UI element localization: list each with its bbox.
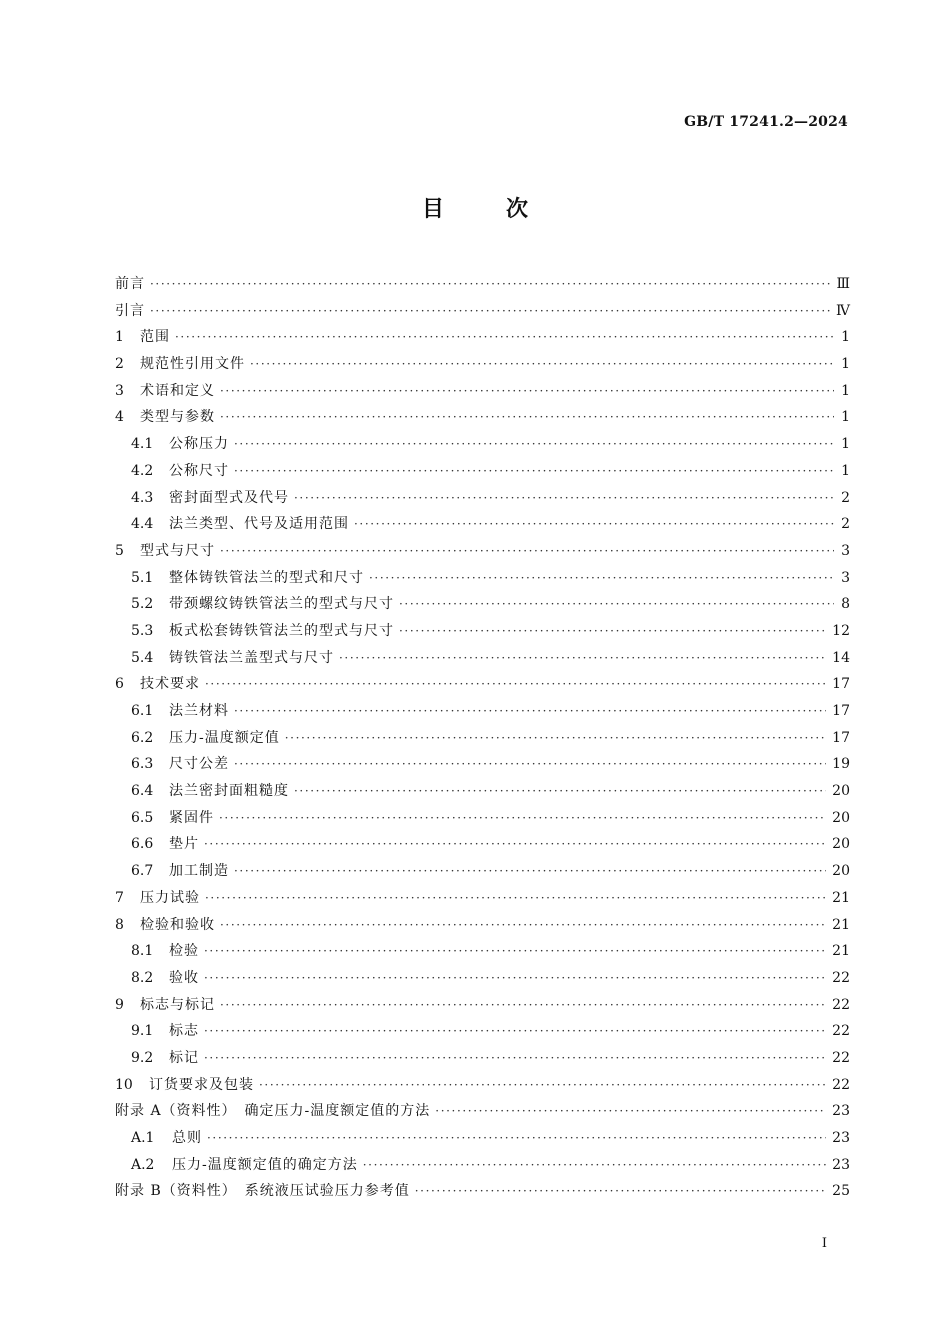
toc-entry-number: 5.3	[131, 622, 154, 639]
toc-entry-page: 17	[832, 703, 850, 719]
toc-entry-label: 板式松套铸铁管法兰的型式与尺寸	[169, 622, 394, 639]
toc-entry-label: 附录 B（资料性） 系统液压试验压力参考值	[115, 1183, 410, 1200]
toc-entry-page: 1	[841, 356, 850, 373]
toc-entry[interactable]	[115, 431, 850, 458]
toc-entry-label: 检验和验收	[140, 916, 215, 933]
dot-leader	[250, 351, 834, 378]
toc-entry[interactable]	[115, 324, 850, 351]
toc-entry-label: 范围	[140, 329, 170, 346]
dot-leader	[369, 565, 834, 592]
toc-entry[interactable]	[115, 1178, 850, 1205]
toc-entry-label: 型式与尺寸	[140, 542, 215, 559]
toc-entry-number: 6.6	[131, 836, 154, 853]
toc-entry[interactable]	[115, 751, 850, 778]
toc-entry-number: 6.4	[131, 783, 154, 800]
toc-entry-page: 3	[841, 542, 850, 559]
toc-entry-number: 6.3	[131, 756, 154, 773]
toc-entry[interactable]	[115, 778, 850, 805]
dot-leader	[220, 404, 834, 431]
toc-entry[interactable]	[115, 1018, 850, 1045]
toc-entry-page: 1	[841, 436, 850, 453]
toc-entry-page: Ⅲ	[836, 276, 850, 292]
dot-leader	[234, 698, 826, 725]
toc-entry[interactable]	[115, 1152, 850, 1179]
dot-leader	[175, 324, 834, 351]
toc-entry-page: 23	[832, 1156, 850, 1173]
toc-entry[interactable]	[115, 511, 850, 538]
toc-entry-label: 标志与标记	[140, 996, 215, 1013]
toc-entry-page: 21	[832, 889, 850, 906]
toc-entry[interactable]	[115, 831, 850, 858]
toc-entry-label: 前言	[115, 276, 145, 292]
toc-entry-number: A.1	[131, 1130, 155, 1146]
toc-entry-label: 检验	[169, 943, 199, 960]
toc-entry-page: 2	[841, 516, 850, 533]
toc-entry-number: 8.1	[131, 943, 154, 960]
toc-entry[interactable]	[115, 965, 850, 992]
dot-leader	[205, 885, 826, 912]
dot-leader	[204, 938, 826, 965]
toc-entry-page: 20	[832, 836, 850, 853]
toc-entry-label: 附录 A（资料性） 确定压力-温度额定值的方法	[115, 1103, 431, 1120]
toc-entry-label: 加工制造	[169, 863, 229, 880]
toc-entry-number: 5.2	[131, 596, 154, 613]
dot-leader	[220, 378, 834, 405]
toc-entry-label: 总则	[172, 1130, 202, 1146]
toc-entry[interactable]	[115, 805, 850, 832]
toc-entry-number: 5.4	[131, 649, 154, 666]
toc-entry-page: Ⅳ	[836, 302, 850, 319]
toc-entry-page: 25	[832, 1183, 850, 1200]
toc-entry-number: 5	[115, 542, 124, 559]
toc-entry-label: 公称压力	[169, 436, 229, 453]
toc-entry-label: 标记	[169, 1049, 199, 1066]
toc-entry-page: 22	[832, 1049, 850, 1066]
toc-entry-label: 订货要求及包装	[149, 1076, 254, 1093]
toc-entry-page: 17	[832, 729, 850, 746]
toc-entry-page: 2	[841, 489, 850, 506]
dot-leader	[285, 725, 826, 752]
dot-leader	[435, 1098, 826, 1125]
toc-entry-page: 19	[832, 756, 850, 773]
toc-entry-page: 20	[832, 783, 850, 800]
toc-entry-page: 21	[832, 943, 850, 960]
toc-entry-page: 22	[832, 1023, 850, 1040]
toc-entry-page: 23	[832, 1130, 850, 1146]
dot-leader	[204, 831, 826, 858]
toc-entry[interactable]	[115, 858, 850, 885]
dot-leader	[399, 618, 826, 645]
toc-entry-label: 规范性引用文件	[140, 356, 245, 373]
toc-entry-label: 整体铸铁管法兰的型式和尺寸	[169, 569, 364, 586]
toc-entry-number: 6	[115, 676, 124, 693]
toc-entry-label: 压力-温度额定值	[169, 729, 280, 746]
toc-entry-page: 22	[832, 969, 850, 986]
toc-entry[interactable]	[115, 271, 850, 298]
dot-leader	[234, 858, 826, 885]
toc-entry[interactable]	[115, 485, 850, 512]
toc-entry-label: 技术要求	[140, 676, 200, 693]
dot-leader	[204, 965, 826, 992]
toc-entry-label: 紧固件	[169, 809, 214, 826]
dot-leader	[354, 511, 834, 538]
toc-entry[interactable]	[115, 298, 850, 325]
dot-leader	[204, 1018, 826, 1045]
toc-entry[interactable]	[115, 458, 850, 485]
toc-entry-number: 9.1	[131, 1023, 154, 1040]
toc-entry-number: 6.1	[131, 703, 154, 719]
dot-leader	[219, 805, 826, 832]
toc-entry-number: 10	[115, 1076, 133, 1093]
toc-entry[interactable]	[115, 645, 850, 672]
toc-entry-number: 4.3	[131, 489, 154, 506]
toc-entry[interactable]	[115, 1125, 850, 1152]
toc-entry-number: 6.2	[131, 729, 154, 746]
toc-entry-number: 9	[115, 996, 124, 1013]
dot-leader	[363, 1152, 826, 1179]
toc-entry-number: A.2	[131, 1156, 155, 1173]
toc-entry-number: 1	[115, 329, 124, 346]
toc-entry-page: 22	[832, 1076, 850, 1093]
toc-entry-number: 6.7	[131, 863, 154, 880]
toc-entry-page: 21	[832, 916, 850, 933]
toc-entry-number: 4.4	[131, 516, 154, 533]
toc-entry[interactable]	[115, 992, 850, 1019]
toc-entry[interactable]	[115, 725, 850, 752]
dot-leader	[150, 271, 830, 298]
toc-entry[interactable]	[115, 565, 850, 592]
dot-leader	[207, 1125, 826, 1152]
page-title: 目次	[421, 197, 590, 222]
toc-entry[interactable]	[115, 671, 850, 698]
dot-leader	[259, 1072, 826, 1099]
toc-entry-label: 法兰类型、代号及适用范围	[169, 516, 349, 533]
dot-leader	[220, 992, 826, 1019]
toc-entry-page: 12	[832, 622, 850, 639]
dot-leader	[234, 431, 834, 458]
toc-entry-page: 20	[832, 863, 850, 880]
dot-leader	[294, 778, 826, 805]
dot-leader	[399, 591, 834, 618]
toc-entry-page: 20	[832, 809, 850, 826]
toc-entry[interactable]	[115, 1072, 850, 1099]
toc-entry[interactable]	[115, 378, 850, 405]
toc-entry[interactable]	[115, 538, 850, 565]
toc-entry-page: 1	[841, 462, 850, 479]
toc-entry-label: 类型与参数	[140, 409, 215, 426]
toc-entry-label: 标志	[169, 1023, 199, 1040]
toc-entry-number: 9.2	[131, 1049, 154, 1066]
toc-entry-page: 22	[832, 996, 850, 1013]
toc-entry-label: 术语和定义	[140, 382, 215, 399]
dot-leader	[234, 458, 834, 485]
toc-entry-label: 引言	[115, 302, 145, 319]
toc-entry-page: 3	[841, 569, 850, 586]
dot-leader	[220, 912, 826, 939]
toc-entry-label: 铸铁管法兰盖型式与尺寸	[169, 649, 334, 666]
toc-entry-label: 验收	[169, 969, 199, 986]
dot-leader	[339, 645, 826, 672]
toc-entry-page: 1	[841, 382, 850, 399]
toc-entry-label: 法兰材料	[169, 703, 229, 719]
toc-entry-number: 4.2	[131, 462, 154, 479]
dot-leader	[234, 751, 826, 778]
toc-entry-label: 法兰密封面粗糙度	[169, 783, 289, 800]
toc-entry-number: 8.2	[131, 969, 154, 986]
toc-entry-label: 带颈螺纹铸铁管法兰的型式与尺寸	[169, 596, 394, 613]
toc-entry-number: 7	[115, 889, 124, 906]
standard-code: GB/T 17241.2—2024	[684, 114, 848, 130]
toc-entry-number: 5.1	[131, 569, 154, 586]
toc-entry-page: 1	[841, 409, 850, 426]
table-of-contents	[115, 271, 850, 1205]
toc-entry-number: 2	[115, 356, 124, 373]
toc-entry-label: 密封面型式及代号	[169, 489, 289, 506]
toc-entry[interactable]	[115, 938, 850, 965]
toc-entry-page: 8	[841, 596, 850, 613]
dot-leader	[294, 485, 834, 512]
toc-entry-number: 3	[115, 382, 124, 399]
toc-entry-page: 23	[832, 1103, 850, 1120]
toc-entry-label: 压力试验	[140, 889, 200, 906]
dot-leader	[204, 1045, 826, 1072]
toc-entry[interactable]	[115, 912, 850, 939]
toc-entry-number: 4.1	[131, 436, 154, 453]
toc-entry-label: 压力-温度额定值的确定方法	[172, 1156, 358, 1173]
toc-entry-label: 尺寸公差	[169, 756, 229, 773]
toc-entry[interactable]	[115, 698, 850, 725]
toc-entry[interactable]	[115, 1098, 850, 1125]
toc-entry-page: 1	[841, 329, 850, 346]
toc-entry[interactable]	[115, 618, 850, 645]
dot-leader	[150, 298, 830, 325]
dot-leader	[220, 538, 834, 565]
toc-entry-number: 4	[115, 409, 124, 426]
toc-entry-page: 17	[832, 676, 850, 693]
toc-entry[interactable]	[115, 885, 850, 912]
toc-entry[interactable]	[115, 351, 850, 378]
page-number: I	[821, 1236, 827, 1251]
toc-entry-label: 公称尺寸	[169, 462, 229, 479]
toc-entry[interactable]	[115, 591, 850, 618]
toc-entry[interactable]	[115, 1045, 850, 1072]
dot-leader	[415, 1178, 826, 1205]
toc-entry-number: 6.5	[131, 809, 154, 826]
toc-entry-page: 14	[832, 649, 850, 666]
toc-entry-number: 8	[115, 916, 124, 933]
toc-entry[interactable]	[115, 404, 850, 431]
dot-leader	[205, 671, 826, 698]
toc-entry-label: 垫片	[169, 836, 199, 853]
